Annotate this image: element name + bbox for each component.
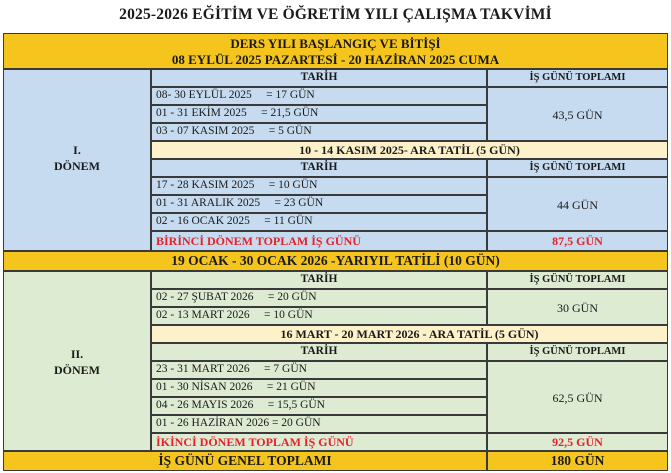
term-2-word: DÖNEM [54,363,100,377]
term-2-block-1-total: 30 GÜN [487,289,668,325]
term-1-row: 01 - 31 ARALIK 2025 = 23 GÜN [151,195,487,213]
page-title: 2025-2026 EĞİTİM VE ÖĞRETİM YILI ÇALIŞMA TAKVİMİ [119,6,552,23]
term-1-word: DÖNEM [54,159,100,173]
term-1-row: 01 - 31 EKİM 2025 = 21,5 GÜN [151,105,487,123]
term-2-label [3,271,151,451]
term-2-block-1-date-header: TARİH [151,271,487,289]
term-2-row: 01 - 26 HAZİRAN 2026 = 20 GÜN [151,415,487,433]
term-2-row: 02 - 13 MART 2026 = 10 GÜN [151,307,487,325]
term-1-block-1-total-header: İŞ GÜNÜ TOPLAMI [487,69,668,87]
term-2-row: 02 - 27 ŞUBAT 2026 = 20 GÜN [151,289,487,307]
term-1-block-2-date-header: TARİH [151,159,487,177]
term-2-block-2-date-header: TARİH [151,343,487,361]
term-2-row: 23 - 31 MART 2026 = 7 GÜN [151,361,487,379]
school-year-title: DERS YILI BAŞLANGIÇ VE BİTİŞİ [230,36,441,51]
term-1-number: I. [73,143,81,157]
grand-total-label: İŞ GÜNÜ GENEL TOPLAMI [3,451,487,471]
term-2-number: II. [70,347,84,361]
term-1-total-label: BİRİNCİ DÖNEM TOPLAM İŞ GÜNÜ [151,231,487,251]
semester-break: 19 OCAK - 30 OCAK 2026 -YARIYIL TATİLİ (10 GÜN) [3,251,668,271]
term-2-block-2-total-header: İŞ GÜNÜ TOPLAMI [487,343,668,361]
term-1-block-1-total: 43,5 GÜN [487,87,668,141]
school-year-header [3,33,668,69]
term-2-block-1-total-header: İŞ GÜNÜ TOPLAMI [487,271,668,289]
term-1-row: 02 - 16 OCAK 2025 = 11 GÜN [151,213,487,231]
term-1-block-2-total: 44 GÜN [487,177,668,231]
term-1-row: 17 - 28 KASIM 2025 = 10 GÜN [151,177,487,195]
term-2-total-value: 92,5 GÜN [487,433,668,451]
term-1-block-1-date-header: TARİH [151,69,487,87]
term-1-block-2-total-header: İŞ GÜNÜ TOPLAMI [487,159,668,177]
term-1-row: 08- 30 EYLÜL 2025 = 17 GÜN [151,87,487,105]
term-2-mid-break: 16 MART - 20 MART 2026 - ARA TATİL (5 GÜN) [151,325,668,343]
term-1-label [3,69,151,251]
term-1-total-value: 87,5 GÜN [487,231,668,251]
school-year-dates: 08 EYLÜL 2025 PAZARTESİ - 20 HAZİRAN 2025 CUMA [171,52,500,67]
term-1-mid-break: 10 - 14 KASIM 2025- ARA TATİL (5 GÜN) [151,141,668,159]
term-2-row: 04 - 26 MAYIS 2026 = 15,5 GÜN [151,397,487,415]
grand-total-value: 180 GÜN [487,451,668,471]
term-2-row: 01 - 30 NİSAN 2026 = 21 GÜN [151,379,487,397]
term-1-row: 03 - 07 KASIM 2025 = 5 GÜN [151,123,487,141]
term-2-block-2-total: 62,5 GÜN [487,361,668,433]
term-2-total-label: İKİNCİ DÖNEM TOPLAM İŞ GÜNÜ [151,433,487,451]
